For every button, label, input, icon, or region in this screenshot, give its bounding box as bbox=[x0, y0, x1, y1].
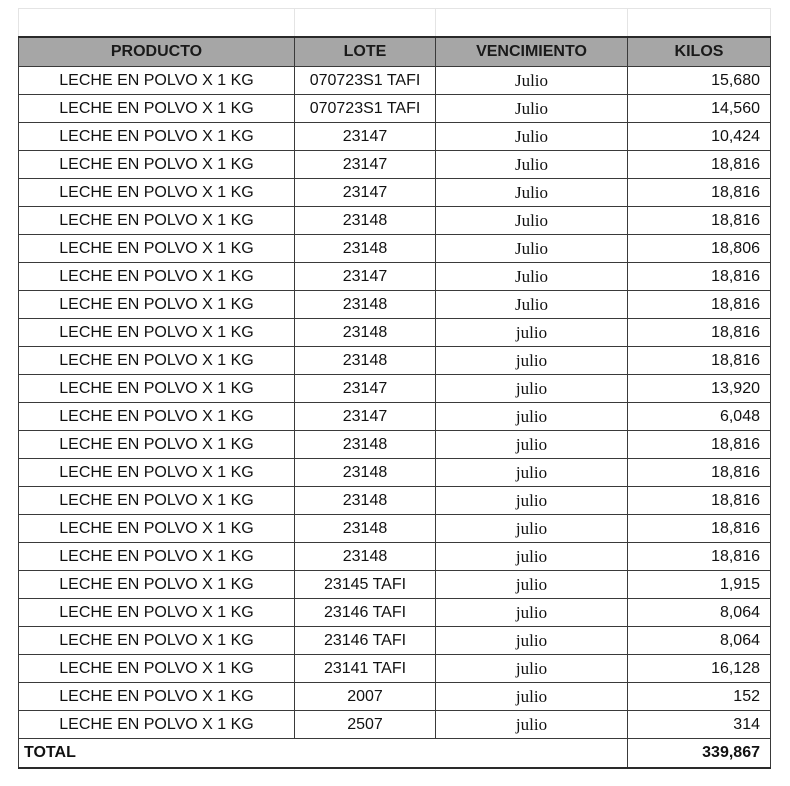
cell-producto[interactable]: LECHE EN POLVO X 1 KG bbox=[19, 431, 295, 459]
empty-cell[interactable] bbox=[295, 9, 436, 38]
cell-kilos[interactable]: 14,560 bbox=[628, 95, 771, 123]
cell-producto[interactable]: LECHE EN POLVO X 1 KG bbox=[19, 459, 295, 487]
header-row bbox=[19, 37, 771, 67]
table-row bbox=[19, 627, 771, 655]
cell-kilos[interactable]: 18,816 bbox=[628, 543, 771, 571]
table-row bbox=[19, 263, 771, 291]
cell-kilos[interactable]: 18,816 bbox=[628, 431, 771, 459]
table-row bbox=[19, 319, 771, 347]
cell-kilos[interactable]: 18,806 bbox=[628, 235, 771, 263]
cell-lote[interactable]: 23147 bbox=[295, 151, 436, 179]
header-lote[interactable]: LOTE bbox=[295, 37, 436, 67]
cell-producto[interactable]: LECHE EN POLVO X 1 KG bbox=[19, 123, 295, 151]
cell-lote[interactable]: 23147 bbox=[295, 375, 436, 403]
cell-lote[interactable]: 2507 bbox=[295, 711, 436, 739]
cell-vencimiento[interactable]: Julio bbox=[436, 179, 628, 207]
cell-kilos[interactable]: 10,424 bbox=[628, 123, 771, 151]
cell-producto[interactable]: LECHE EN POLVO X 1 KG bbox=[19, 515, 295, 543]
cell-vencimiento[interactable]: Julio bbox=[436, 263, 628, 291]
cell-kilos[interactable]: 18,816 bbox=[628, 207, 771, 235]
cell-vencimiento[interactable]: julio bbox=[436, 655, 628, 683]
cell-vencimiento[interactable]: Julio bbox=[436, 291, 628, 319]
cell-kilos[interactable]: 18,816 bbox=[628, 487, 771, 515]
cell-kilos[interactable]: 314 bbox=[628, 711, 771, 739]
total-value[interactable]: 339,867 bbox=[628, 739, 771, 769]
cell-vencimiento[interactable]: julio bbox=[436, 431, 628, 459]
cell-vencimiento[interactable]: julio bbox=[436, 375, 628, 403]
cell-producto[interactable]: LECHE EN POLVO X 1 KG bbox=[19, 207, 295, 235]
cell-kilos[interactable]: 18,816 bbox=[628, 515, 771, 543]
stock-table bbox=[18, 8, 771, 769]
empty-row bbox=[19, 9, 771, 38]
cell-lote[interactable]: 2007 bbox=[295, 683, 436, 711]
cell-kilos[interactable]: 18,816 bbox=[628, 263, 771, 291]
cell-lote[interactable]: 23145 TAFI bbox=[295, 571, 436, 599]
table-row bbox=[19, 459, 771, 487]
table-row bbox=[19, 179, 771, 207]
cell-vencimiento[interactable]: julio bbox=[436, 627, 628, 655]
cell-lote[interactable]: 23147 bbox=[295, 179, 436, 207]
total-label[interactable]: TOTAL bbox=[19, 739, 628, 769]
cell-lote[interactable]: 23148 bbox=[295, 431, 436, 459]
table-row bbox=[19, 515, 771, 543]
cell-vencimiento[interactable]: julio bbox=[436, 571, 628, 599]
cell-lote[interactable]: 23148 bbox=[295, 291, 436, 319]
cell-lote[interactable]: 23146 TAFI bbox=[295, 627, 436, 655]
table-row bbox=[19, 123, 771, 151]
cell-kilos[interactable]: 6,048 bbox=[628, 403, 771, 431]
cell-producto[interactable]: LECHE EN POLVO X 1 KG bbox=[19, 487, 295, 515]
cell-vencimiento[interactable]: julio bbox=[436, 347, 628, 375]
cell-producto[interactable]: LECHE EN POLVO X 1 KG bbox=[19, 571, 295, 599]
cell-lote[interactable]: 23148 bbox=[295, 543, 436, 571]
empty-cell[interactable] bbox=[436, 9, 628, 38]
cell-vencimiento[interactable]: julio bbox=[436, 683, 628, 711]
cell-vencimiento[interactable]: Julio bbox=[436, 235, 628, 263]
cell-lote[interactable]: 23147 bbox=[295, 263, 436, 291]
cell-kilos[interactable]: 18,816 bbox=[628, 151, 771, 179]
cell-lote[interactable]: 23148 bbox=[295, 515, 436, 543]
cell-kilos[interactable]: 8,064 bbox=[628, 599, 771, 627]
cell-producto[interactable]: LECHE EN POLVO X 1 KG bbox=[19, 543, 295, 571]
cell-vencimiento[interactable]: julio bbox=[436, 515, 628, 543]
header-producto[interactable]: PRODUCTO bbox=[19, 37, 295, 67]
cell-producto[interactable]: LECHE EN POLVO X 1 KG bbox=[19, 347, 295, 375]
cell-producto[interactable]: LECHE EN POLVO X 1 KG bbox=[19, 291, 295, 319]
cell-vencimiento[interactable]: julio bbox=[436, 543, 628, 571]
empty-cell[interactable] bbox=[19, 9, 295, 38]
cell-producto[interactable]: LECHE EN POLVO X 1 KG bbox=[19, 263, 295, 291]
cell-lote[interactable]: 23147 bbox=[295, 403, 436, 431]
cell-producto[interactable]: LECHE EN POLVO X 1 KG bbox=[19, 627, 295, 655]
table-row bbox=[19, 67, 771, 95]
cell-vencimiento[interactable]: Julio bbox=[436, 95, 628, 123]
table-row bbox=[19, 151, 771, 179]
cell-lote[interactable]: 23148 bbox=[295, 235, 436, 263]
header-vencimiento[interactable]: VENCIMIENTO bbox=[436, 37, 628, 67]
table-row bbox=[19, 347, 771, 375]
cell-vencimiento[interactable]: Julio bbox=[436, 67, 628, 95]
cell-producto[interactable]: LECHE EN POLVO X 1 KG bbox=[19, 319, 295, 347]
cell-lote[interactable]: 23147 bbox=[295, 123, 436, 151]
cell-lote[interactable]: 070723S1 TAFI bbox=[295, 95, 436, 123]
cell-kilos[interactable]: 152 bbox=[628, 683, 771, 711]
cell-lote[interactable]: 23146 TAFI bbox=[295, 599, 436, 627]
cell-lote[interactable]: 23148 bbox=[295, 487, 436, 515]
cell-lote[interactable]: 23148 bbox=[295, 347, 436, 375]
table-body bbox=[19, 67, 771, 739]
cell-vencimiento[interactable]: julio bbox=[436, 403, 628, 431]
table-row bbox=[19, 543, 771, 571]
cell-kilos[interactable]: 18,816 bbox=[628, 179, 771, 207]
cell-vencimiento[interactable]: Julio bbox=[436, 151, 628, 179]
cell-producto[interactable]: LECHE EN POLVO X 1 KG bbox=[19, 599, 295, 627]
cell-producto[interactable]: LECHE EN POLVO X 1 KG bbox=[19, 683, 295, 711]
table-row bbox=[19, 655, 771, 683]
cell-kilos[interactable]: 15,680 bbox=[628, 67, 771, 95]
cell-kilos[interactable]: 8,064 bbox=[628, 627, 771, 655]
cell-vencimiento[interactable]: Julio bbox=[436, 123, 628, 151]
table-row bbox=[19, 95, 771, 123]
cell-producto[interactable]: LECHE EN POLVO X 1 KG bbox=[19, 655, 295, 683]
cell-vencimiento[interactable]: julio bbox=[436, 711, 628, 739]
cell-producto[interactable]: LECHE EN POLVO X 1 KG bbox=[19, 711, 295, 739]
cell-vencimiento[interactable]: julio bbox=[436, 487, 628, 515]
cell-vencimiento[interactable]: julio bbox=[436, 319, 628, 347]
cell-vencimiento[interactable]: Julio bbox=[436, 207, 628, 235]
spreadsheet bbox=[18, 8, 770, 769]
table-row bbox=[19, 375, 771, 403]
cell-producto[interactable]: LECHE EN POLVO X 1 KG bbox=[19, 403, 295, 431]
cell-producto[interactable]: LECHE EN POLVO X 1 KG bbox=[19, 375, 295, 403]
cell-kilos[interactable]: 18,816 bbox=[628, 459, 771, 487]
table-row bbox=[19, 431, 771, 459]
table-row bbox=[19, 291, 771, 319]
table-row bbox=[19, 403, 771, 431]
cell-lote[interactable]: 23141 TAFI bbox=[295, 655, 436, 683]
cell-kilos[interactable]: 16,128 bbox=[628, 655, 771, 683]
cell-kilos[interactable]: 18,816 bbox=[628, 347, 771, 375]
cell-vencimiento[interactable]: julio bbox=[436, 599, 628, 627]
cell-lote[interactable]: 23148 bbox=[295, 459, 436, 487]
cell-kilos[interactable]: 18,816 bbox=[628, 291, 771, 319]
cell-producto[interactable]: LECHE EN POLVO X 1 KG bbox=[19, 235, 295, 263]
cell-producto[interactable]: LECHE EN POLVO X 1 KG bbox=[19, 179, 295, 207]
cell-lote[interactable]: 23148 bbox=[295, 207, 436, 235]
cell-producto[interactable]: LECHE EN POLVO X 1 KG bbox=[19, 151, 295, 179]
table-row bbox=[19, 571, 771, 599]
cell-lote[interactable]: 23148 bbox=[295, 319, 436, 347]
cell-kilos[interactable]: 18,816 bbox=[628, 319, 771, 347]
total-row bbox=[19, 739, 771, 769]
table-row bbox=[19, 711, 771, 739]
table-row bbox=[19, 487, 771, 515]
table-row bbox=[19, 683, 771, 711]
table-row bbox=[19, 599, 771, 627]
header-kilos[interactable]: KILOS bbox=[628, 37, 771, 67]
empty-cell[interactable] bbox=[628, 9, 771, 38]
cell-kilos[interactable]: 13,920 bbox=[628, 375, 771, 403]
table-row bbox=[19, 235, 771, 263]
cell-producto[interactable]: LECHE EN POLVO X 1 KG bbox=[19, 95, 295, 123]
cell-kilos[interactable]: 1,915 bbox=[628, 571, 771, 599]
table-row bbox=[19, 207, 771, 235]
cell-vencimiento[interactable]: julio bbox=[436, 459, 628, 487]
cell-producto[interactable]: LECHE EN POLVO X 1 KG bbox=[19, 67, 295, 95]
cell-lote[interactable]: 070723S1 TAFI bbox=[295, 67, 436, 95]
